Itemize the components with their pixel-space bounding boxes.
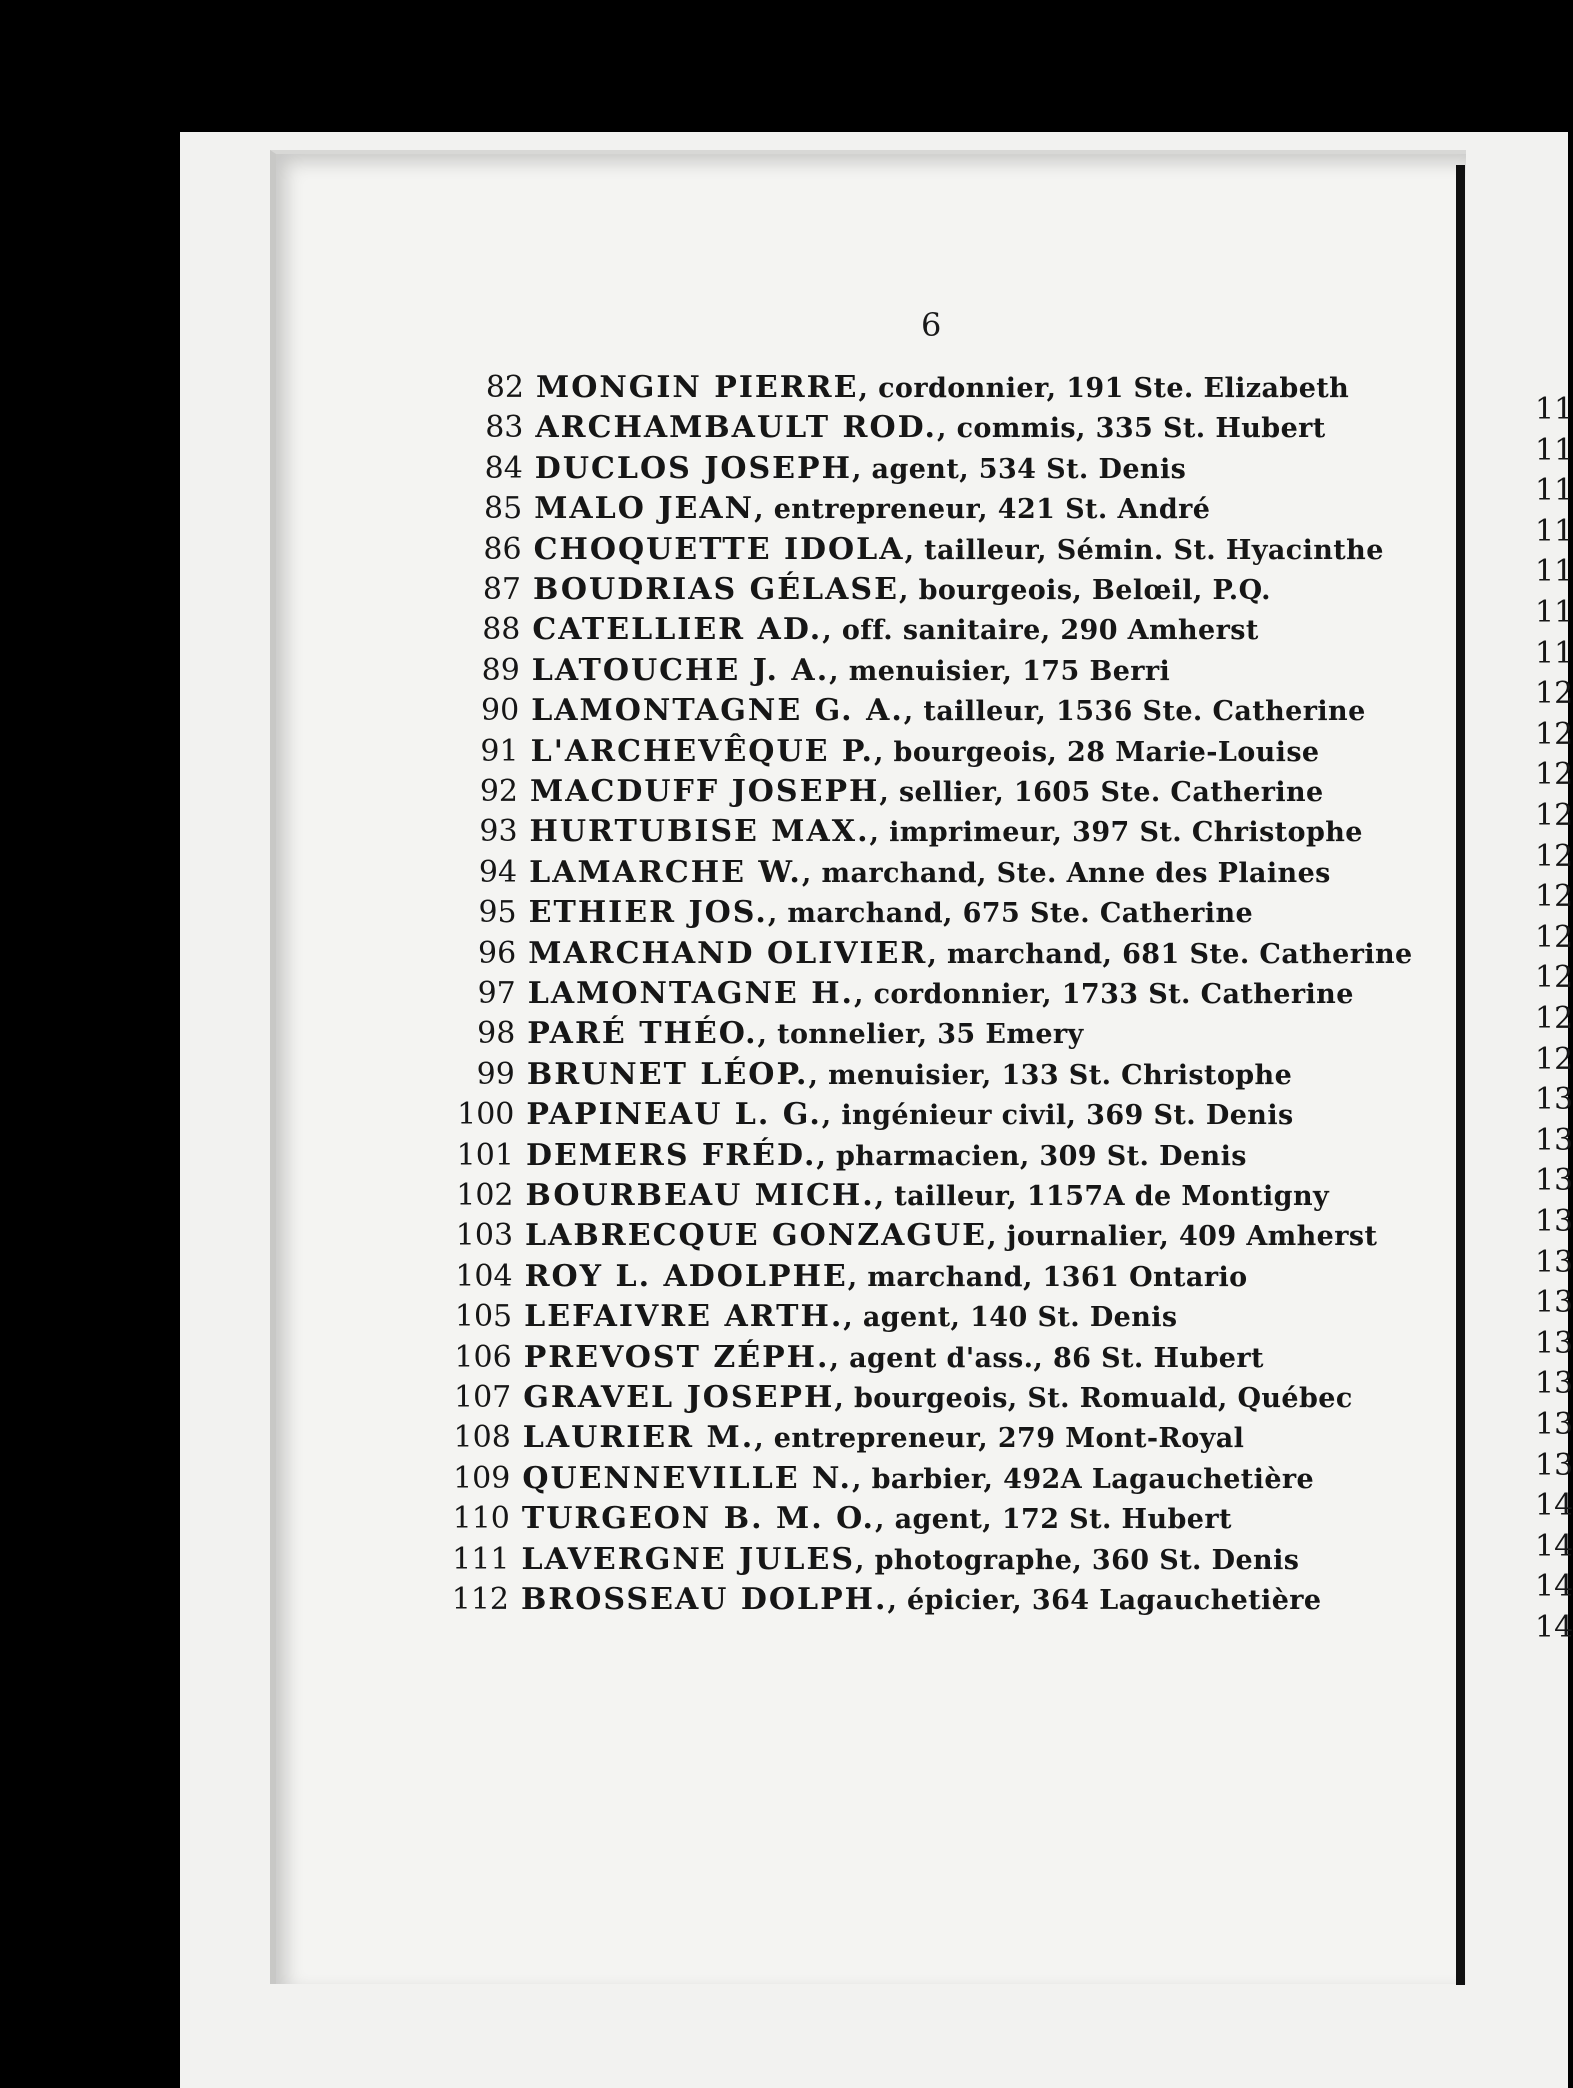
- entry-name: BOUDRIAS GÉLASE, bourgeois, Belœil, P.Q.: [533, 572, 1271, 607]
- entry-number: 108: [453, 1420, 511, 1456]
- entry-details: , épicier, 364 Lagauchetière: [887, 1585, 1322, 1616]
- entry-name: BOURBEAU MICH., tailleur, 1157A de Montigny: [525, 1178, 1330, 1213]
- entry-name: LABRECQUE GONZAGUE, journalier, 409 Amherst: [525, 1218, 1378, 1254]
- adjacent-page-number-fragment: 12: [1535, 879, 1573, 915]
- adjacent-page-number-fragment: 13: [1535, 1244, 1573, 1280]
- directory-entry: [446, 934, 1413, 974]
- entry-name: LAVERGNE JULES, photographe, 360 St. Denis: [521, 1541, 1300, 1577]
- directory-entry: [453, 449, 1413, 489]
- page-gutter-divider: [1456, 165, 1465, 1985]
- directory-entry: [442, 1338, 1402, 1378]
- entry-name: LAMONTAGNE H., cordonnier, 1733 St. Catherine: [527, 976, 1354, 1011]
- entry-name: LATOUCHE J. A., menuisier, 175 Berri: [531, 652, 1171, 688]
- entry-details: , entrepreneur, 279 Mont-Royal: [754, 1423, 1245, 1455]
- entry-number: 107: [453, 1380, 512, 1415]
- directory-entry: [452, 489, 1412, 529]
- entry-details: , pharmacien, 309 St. Denis: [816, 1140, 1247, 1172]
- entry-details: , agent d'ass., 86 St. Hubert: [829, 1342, 1264, 1374]
- entry-details: , bourgeois, Belœil, P.Q.: [898, 575, 1271, 606]
- page-number: 6: [921, 306, 942, 344]
- entry-name: LAURIER M., entrepreneur, 279 Mont-Royal: [522, 1420, 1245, 1456]
- entry-details: , bourgeois, 28 Marie-Louise: [873, 736, 1320, 768]
- entry-number: 94: [478, 854, 518, 890]
- entry-details: , ingénieur civil, 369 St. Denis: [821, 1100, 1294, 1132]
- entry-number: 88: [482, 612, 521, 648]
- directory-entry: [439, 1540, 1399, 1580]
- entry-number: 85: [484, 491, 523, 527]
- adjacent-page-number-fragment: 13: [1535, 1204, 1573, 1239]
- entry-details: , marchand, 1361 Ontario: [847, 1261, 1248, 1293]
- directory-entry: [440, 1459, 1400, 1499]
- adjacent-page-number-fragment: 13: [1535, 1366, 1573, 1402]
- entry-number: 86: [483, 531, 522, 567]
- entry-number: 101: [456, 1137, 514, 1173]
- entry-details: , agent, 140 St. Denis: [843, 1302, 1178, 1334]
- entry-number: 84: [484, 450, 523, 486]
- entry-number: 87: [482, 572, 521, 607]
- entry-details: , menuisier, 175 Berri: [829, 655, 1171, 687]
- directory-entry: [447, 853, 1407, 893]
- entry-number: 112: [451, 1582, 509, 1617]
- directory-entry: [441, 1378, 1401, 1418]
- entry-number: 100: [457, 1097, 515, 1133]
- entry-number: 102: [456, 1178, 514, 1213]
- entry-number: 89: [481, 652, 520, 688]
- entry-name: DEMERS FRÉD., pharmacien, 309 St. Denis: [525, 1137, 1247, 1173]
- entry-details: , journalier, 409 Amherst: [987, 1221, 1378, 1253]
- adjacent-page-number-fragment: 12: [1535, 676, 1573, 712]
- entry-number: 90: [481, 693, 520, 729]
- entry-name: QUENNEVILLE N., barbier, 492A Lagauchetière: [522, 1460, 1315, 1496]
- adjacent-page-number-fragment: 11: [1535, 473, 1573, 509]
- entry-details: , tonnelier, 35 Emery: [757, 1019, 1084, 1051]
- directory-entry: [440, 1499, 1400, 1539]
- directory-entry: [451, 570, 1411, 610]
- adjacent-page-number-fragment: 11: [1535, 392, 1573, 427]
- entry-name: L'ARCHEVÊQUE P., bourgeois, 28 Marie-Louise: [530, 733, 1320, 769]
- entry-name: ETHIER JOS., marchand, 675 Ste. Catherine: [528, 895, 1254, 931]
- directory-entry: [446, 974, 1406, 1014]
- directory-entry: [444, 1095, 1404, 1135]
- adjacent-page-number-fragment: 11: [1535, 595, 1573, 630]
- adjacent-page-number-fragment: 13: [1535, 1407, 1573, 1442]
- directory-entry: [442, 1297, 1402, 1337]
- directory-entry: [454, 368, 1414, 408]
- entry-number: 93: [479, 814, 518, 850]
- entry-details: , marchand, Ste. Anne des Plaines: [801, 857, 1331, 889]
- adjacent-page-number-fragment: 14: [1535, 1488, 1573, 1524]
- directory-entry: [441, 1418, 1401, 1458]
- adjacent-page-number-fragment: 12: [1535, 1001, 1573, 1036]
- entry-name: PAPINEAU L. G., ingénieur civil, 369 St. Denis: [526, 1097, 1294, 1133]
- entry-name: BRUNET LÉOP., menuisier, 133 St. Christophe: [526, 1056, 1293, 1092]
- entry-name: TURGEON B. M. O., agent, 172 St. Hubert: [521, 1501, 1232, 1537]
- entry-name: ROY L. ADOLPHE, marchand, 1361 Ontario: [524, 1258, 1248, 1294]
- entry-name: ARCHAMBAULT ROD., commis, 335 St. Hubert: [535, 410, 1326, 446]
- entry-name: MALO JEAN, entrepreneur, 421 St. André: [534, 491, 1211, 527]
- entry-number: 91: [480, 733, 519, 769]
- entry-name: CHOQUETTE IDOLA, tailleur, Sémin. St. Hyacinthe: [533, 531, 1384, 567]
- directory-entry: [452, 530, 1412, 570]
- directory-entry: [449, 732, 1409, 772]
- entry-details: , agent, 534 St. Denis: [851, 453, 1187, 485]
- entry-details: , imprimeur, 397 St. Christophe: [869, 817, 1363, 849]
- entry-details: , cordonnier, 1733 St. Catherine: [853, 979, 1354, 1010]
- entry-name: GRAVEL JOSEPH, bourgeois, St. Romuald, Québec: [523, 1380, 1353, 1415]
- adjacent-page-number-fragment: 12: [1535, 716, 1573, 752]
- directory-entry: [439, 1580, 1399, 1620]
- entry-number: 99: [476, 1056, 515, 1092]
- entry-number: 95: [478, 895, 517, 931]
- entry-number: 106: [454, 1339, 512, 1375]
- entry-name: LEFAIVRE ARTH., agent, 140 St. Denis: [524, 1299, 1178, 1335]
- entry-name: LAMARCHE W., marchand, Ste. Anne des Plaines: [529, 854, 1331, 890]
- adjacent-page-number-fragment: 14: [1535, 1569, 1573, 1605]
- entry-number: 109: [453, 1460, 511, 1496]
- entry-number: 98: [477, 1016, 516, 1052]
- entry-number: 96: [478, 935, 517, 971]
- adjacent-page-number-fragment: 13: [1535, 1163, 1573, 1199]
- adjacent-page-number-fragment: 13: [1535, 1122, 1573, 1158]
- entry-details: , tailleur, Sémin. St. Hyacinthe: [904, 534, 1384, 566]
- entry-details: , photographe, 360 St. Denis: [855, 1544, 1300, 1576]
- directory-entry: [450, 610, 1410, 650]
- entry-details: , menuisier, 133 St. Christophe: [808, 1059, 1293, 1091]
- adjacent-page-number-fragment: 12: [1535, 919, 1573, 955]
- entry-name: MONGIN PIERRE, cordonnier, 191 Ste. Elizabeth: [536, 370, 1350, 405]
- entry-number: 92: [479, 774, 518, 809]
- entry-number: 82: [485, 370, 524, 405]
- entry-details: , entrepreneur, 421 St. André: [754, 494, 1211, 526]
- entry-name: PARÉ THÉO., tonnelier, 35 Emery: [527, 1016, 1084, 1052]
- entry-name: LAMONTAGNE G. A., tailleur, 1536 Ste. Catherine: [531, 693, 1366, 729]
- entry-number: 105: [454, 1299, 513, 1335]
- entry-number: 83: [485, 410, 524, 446]
- directory-entry: [445, 1055, 1405, 1095]
- entry-name: HURTUBISE MAX., imprimeur, 397 St. Christophe: [529, 814, 1363, 850]
- adjacent-page-number-fragment: 12: [1535, 1041, 1573, 1077]
- entry-number: 110: [452, 1501, 510, 1537]
- directory-entry: [443, 1257, 1403, 1297]
- adjacent-page-number-fragment: 12: [1535, 798, 1573, 833]
- entry-details: , off. sanitaire, 290 Amherst: [822, 615, 1259, 647]
- directory-entry: [453, 408, 1413, 448]
- entry-number: 111: [452, 1541, 510, 1577]
- entry-details: , sellier, 1605 Ste. Catherine: [879, 777, 1324, 808]
- adjacent-page-number-fragment: 14: [1535, 1528, 1573, 1564]
- entry-details: , tailleur, 1536 Ste. Catherine: [903, 696, 1366, 728]
- entry-name: MACDUFF JOSEPH, sellier, 1605 Ste. Catherine: [530, 774, 1324, 809]
- entry-name: DUCLOS JOSEPH, agent, 534 St. Denis: [534, 450, 1187, 486]
- adjacent-page-number-fragment: 13: [1535, 1285, 1573, 1321]
- adjacent-page-number-fragment: 13: [1535, 1447, 1573, 1483]
- adjacent-page-number-fragment: 11: [1535, 432, 1573, 468]
- entry-number: 103: [455, 1218, 514, 1254]
- entry-details: , cordonnier, 191 Ste. Elizabeth: [858, 373, 1350, 404]
- adjacent-page-number-fragment: 12: [1535, 757, 1573, 793]
- adjacent-page-number-fragment: 12: [1535, 960, 1573, 996]
- adjacent-page-number-fragment: 11: [1535, 554, 1573, 590]
- entry-details: , marchand, 675 Ste. Catherine: [767, 898, 1254, 930]
- directory-entry: [444, 1136, 1404, 1176]
- entry-details: , barbier, 492A Lagauchetière: [851, 1463, 1315, 1495]
- adjacent-page-number-fragment: 13: [1535, 1082, 1573, 1118]
- entry-name: CATELLIER AD., off. sanitaire, 290 Amherst: [532, 612, 1259, 648]
- adjacent-page-number-fragment: 13: [1535, 1325, 1573, 1361]
- entry-number: 104: [455, 1258, 513, 1294]
- directory-entry: [445, 1014, 1405, 1054]
- entry-details: , marchand, 681 Ste. Catherine: [927, 938, 1413, 970]
- entry-number: 97: [477, 976, 516, 1011]
- directory-entry: [447, 893, 1407, 933]
- adjacent-page-number-fragment: 14: [1535, 1610, 1573, 1645]
- directory-entry: [448, 772, 1408, 812]
- directory-entry: [448, 812, 1408, 852]
- entry-name: PREVOST ZÉPH., agent d'ass., 86 St. Hubert: [523, 1339, 1264, 1375]
- directory-entry: [443, 1216, 1403, 1256]
- adjacent-page-number-fragment: 12: [1535, 838, 1573, 874]
- entry-details: , tailleur, 1157A de Montigny: [874, 1181, 1330, 1212]
- directory-entry: [450, 651, 1410, 691]
- directory-entry: [444, 1176, 1404, 1216]
- entry-details: , commis, 335 St. Hubert: [936, 413, 1326, 445]
- entry-name: BROSSEAU DOLPH., épicier, 364 Lagauchetière: [521, 1582, 1322, 1617]
- entry-details: , agent, 172 St. Hubert: [874, 1504, 1232, 1536]
- directory-entry: [449, 691, 1409, 731]
- entry-name: MARCHAND OLIVIER, marchand, 681 Ste. Catherine: [528, 935, 1413, 971]
- entry-details: , bourgeois, St. Romuald, Québec: [834, 1383, 1353, 1414]
- adjacent-page-number-fragment: 11: [1535, 513, 1573, 549]
- adjacent-page-number-fragment: 11: [1535, 635, 1573, 671]
